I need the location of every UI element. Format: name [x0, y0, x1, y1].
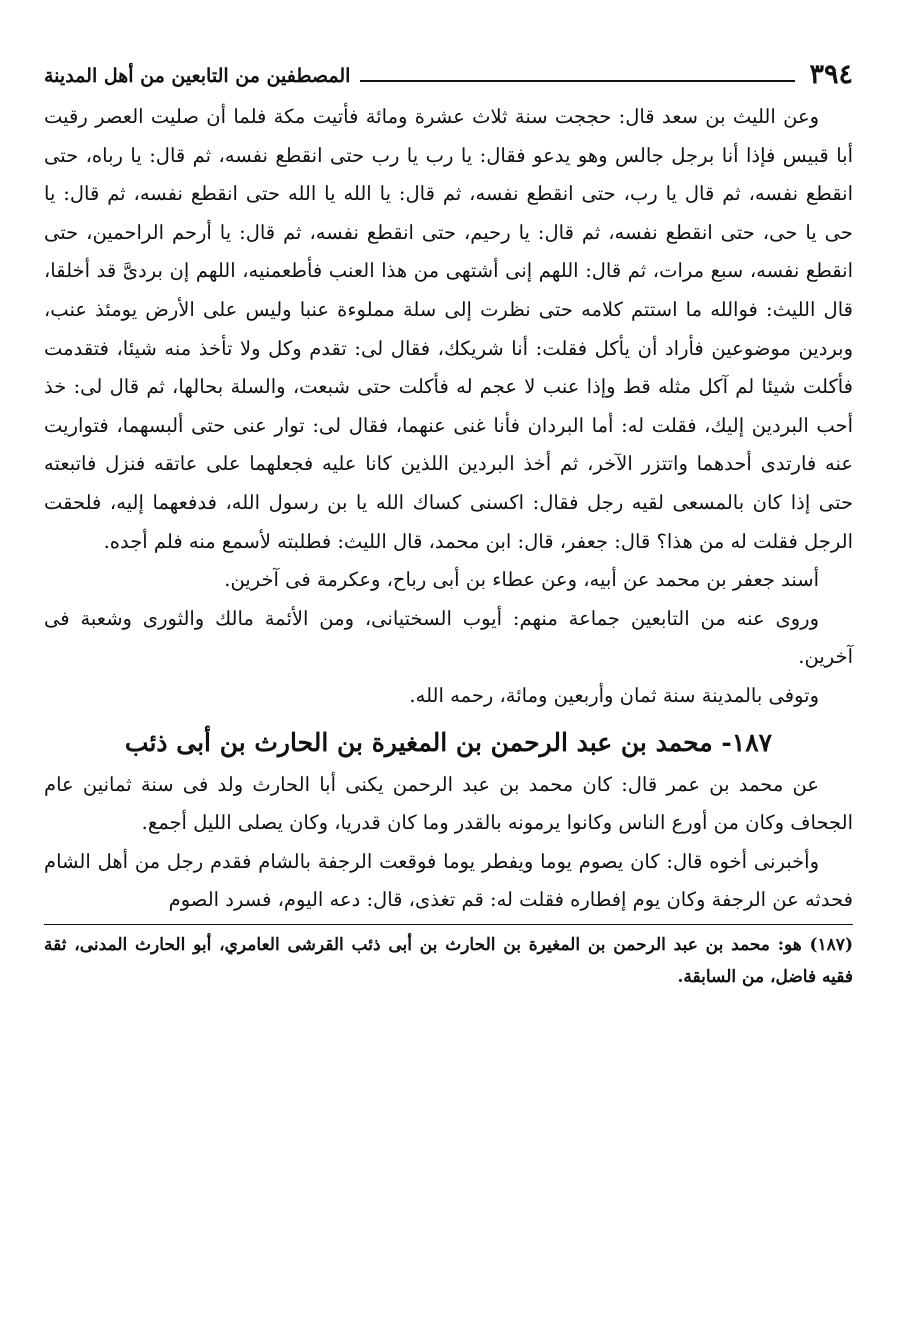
paragraph-layth-story: وعن الليث بن سعد قال: حججت سنة ثلاث عشرة ومائة فأتيت مكة فلما أن صليت العصر رقيت أبا قبيس فإذا أنا برجل جالس وهو يدعو فقال: يا رب يا رب حتى انقطع نفسه، ثم قال: يا رباه، حتى انقطع نفسه، ثم قال يا رب، حتى انقطع نفسه، ثم قال: يا الله يا الله حتى انقطع نفسه، ثم قال: يا حى يا حى، حتى انقطع نفسه، ثم قال: يا رحيم، حتى انقطع نفسه، ثم قال: يا أرحم الراحمين، حتى انقطع نفسه، سبع مرات، ثم قال: اللهم إنى أشتهى من هذا العنب فأطعمنيه، اللهم إن بردىَّ قد أخلقا، قال الليث: فوالله ما استتم كلامه حتى نظرت إلى سلة مملوءة عنبا وليس على الأرض يومئذ عنب، وبردين موضوعين فأراد أن يأكل فقلت: أنا شريكك، فقال لى: تقدم وكل ولا تأخذ منه شيئا، فتقدمت فأكلت شيئا لم آكل مثله قط وإذا عنب لا عجم له فأكلت حتى شبعت، والسلة بحالها، ثم قال لى: خذ أحب البردين إليك، فقلت له: أما البردان فأنا غنى عنهما، فقال لى: توار عنى حتى ألبسهما، فتواريت عنه فارتدى أحدهما واتتزر الآخر، ثم أخذ البردين اللذين كانا عليه فجعلهما على عاتقه فنزل فاتبعته حتى إذا كان بالمسعى لقيه رجل فقال: اكسنى كساك الله يا بن رسول الله، فدفعهما إليه، فلحقت الرجل فقلت له من هذا؟ قال: جعفر، قال: ابن محمد، قال الليث: فطلبته لأسمع منه فلم أجده.: [44, 105, 853, 553]
footnote-separator: [44, 924, 853, 925]
section-heading: ١٨٧- محمد بن عبد الرحمن بن المغيرة بن الحارث بن أبى ذئب: [124, 727, 773, 757]
paragraph-students: وروى عنه من التابعين جماعة منهم: أيوب السختيانى، ومن الأئمة مالك والثورى وشعبة فى آخرين.: [44, 606, 853, 669]
paragraph-brother-report: وأخبرنى أخوه قال: كان يصوم يوما ويفطر يوما فوقعت الرجفة بالشام فقدم رجل من أهل الشام فحدثه عن الرجفة وكان يوم إفطاره فقلت له: قم تغذى، قال: دعه اليوم، فسرد الصوم: [44, 849, 853, 912]
header-rule: [360, 80, 795, 82]
body-text-top: [44, 98, 853, 716]
paragraph-narrations: أسند جعفر بن محمد عن أبيه، وعن عطاء بن أبى رباح، وعكرمة فى آخرين.: [224, 568, 819, 592]
body-text-bottom: [44, 766, 853, 920]
footnote: (١٨٧) هو: محمد بن عبد الرحمن بن المغيرة بن الحارث بن أبى ذئب القرشى العامري، أبو الحارث المدنى، ثقة فقيه فاضل، من السابقة.: [44, 934, 853, 987]
running-title: المصطفين من التابعين من أهل المدينة: [44, 65, 351, 87]
paragraph-biography: عن محمد بن عمر قال: كان محمد بن عبد الرحمن يكنى أبا الحارث ولد فى سنة ثمانين عام الجحاف وكان من أورع الناس وكانوا يرمونه بالقدر وما كان قدريا، وكان يصلى الليل أجمع.: [44, 772, 853, 835]
running-header: [44, 52, 853, 88]
page-number: ٣٩٤: [809, 59, 853, 90]
paragraph-death: وتوفى بالمدينة سنة ثمان وأربعين ومائة، رحمه الله.: [409, 683, 819, 707]
